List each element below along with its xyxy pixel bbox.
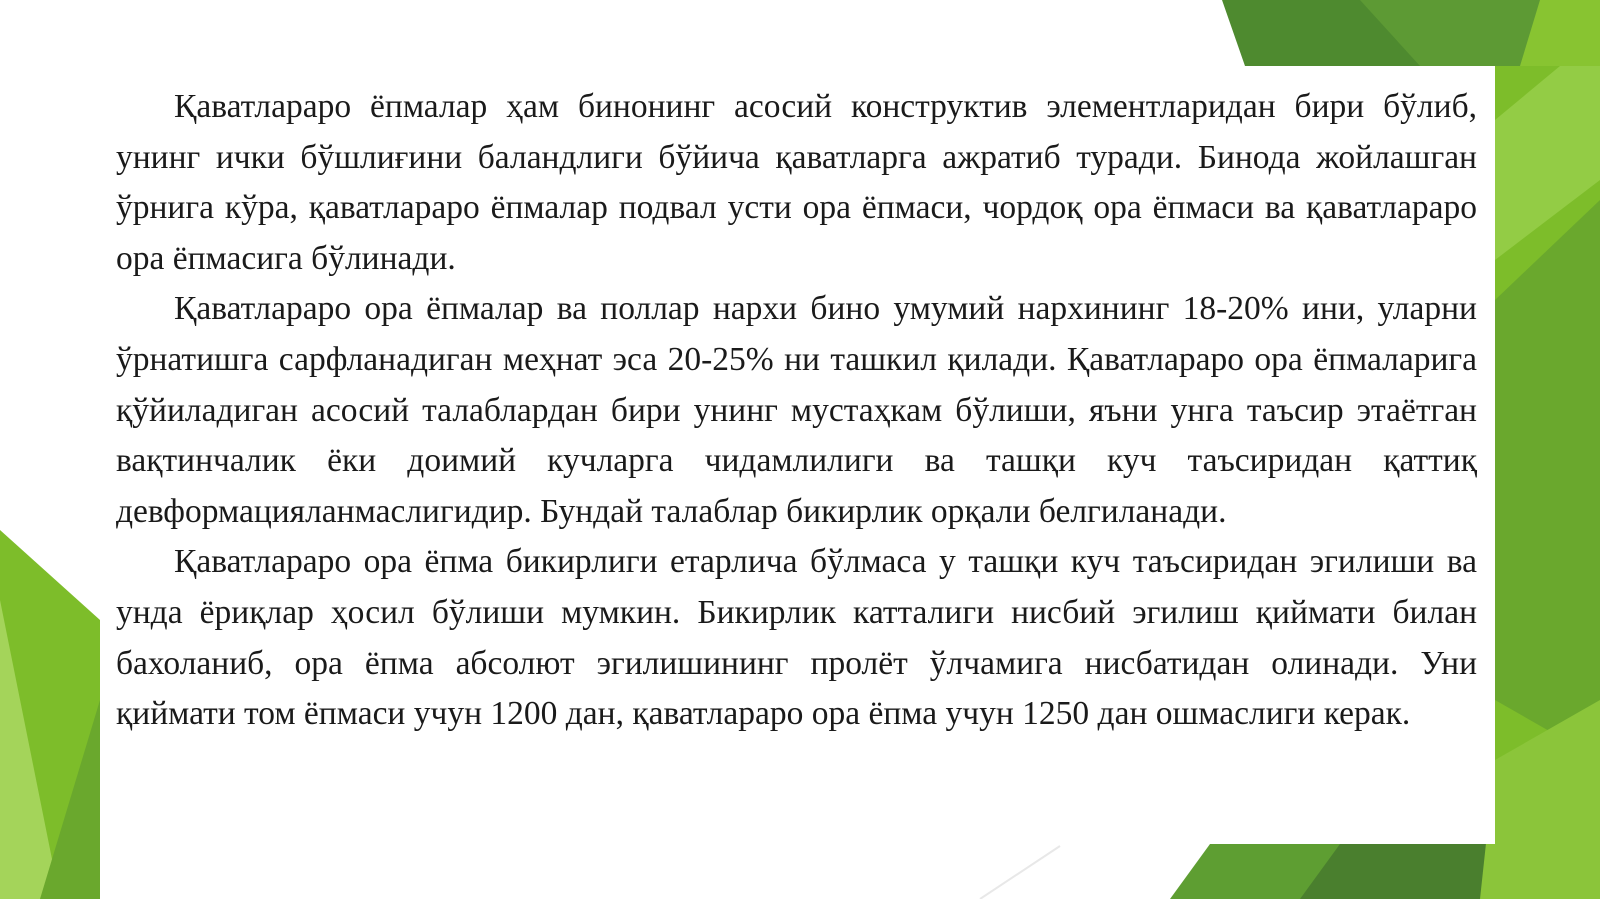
- text-box: [100, 66, 1495, 844]
- decor-faint-line: [980, 846, 1060, 899]
- paragraph-3: Қаватлараро ора ёпма бикирлиги етарлича бўлмаса у ташқи куч таъсиридан эгилиши ва унда ёриқлар ҳосил бўлиши мумкин. Бикирлик катталиги нисбий эгилиш қиймати билан бахоланиб, ора ёпма абсолют эгилишининг пролёт ўлчамига нисбатидан олинади. Уни қиймати том ёпмаси учун 1200 дан, қаватлараро ора ёпма учун 1250 дан ошмаслиги керак.: [116, 543, 1477, 733]
- paragraph-2: Қаватлараро ора ёпмалар ва поллар нархи бино умумий нархининг 18-20% ини, уларни ўрнатишга сарфланадиган меҳнат эса 20-25% ни ташкил қилади. Қаватлараро ора ёпмаларига қўйиладиган асосий талаблардан бири унинг мустаҳкам бўлиши, яъни унга таъсир этаётган вақтинчалик ёки доимий кучларга чидамлилиги ва ташқи куч таъсиридан қаттиқ девформацияланмаслигидир. Бундай талаблар бикирлик орқали белгиланади.: [116, 290, 1477, 530]
- paragraph-1: Қаватлараро ёпмалар ҳам бинонинг асосий конструктив элементларидан бири бўлиб, унинг ички бўшлиғини баландлиги бўйича қаватларга ажратиб туради. Бинода жойлашган ўрнига кўра, қаватлараро ёпмалар подвал усти ора ёпмаси, чордоқ ора ёпмаси ва қаватлараро ора ёпмасига бўлинади.: [116, 88, 1477, 277]
